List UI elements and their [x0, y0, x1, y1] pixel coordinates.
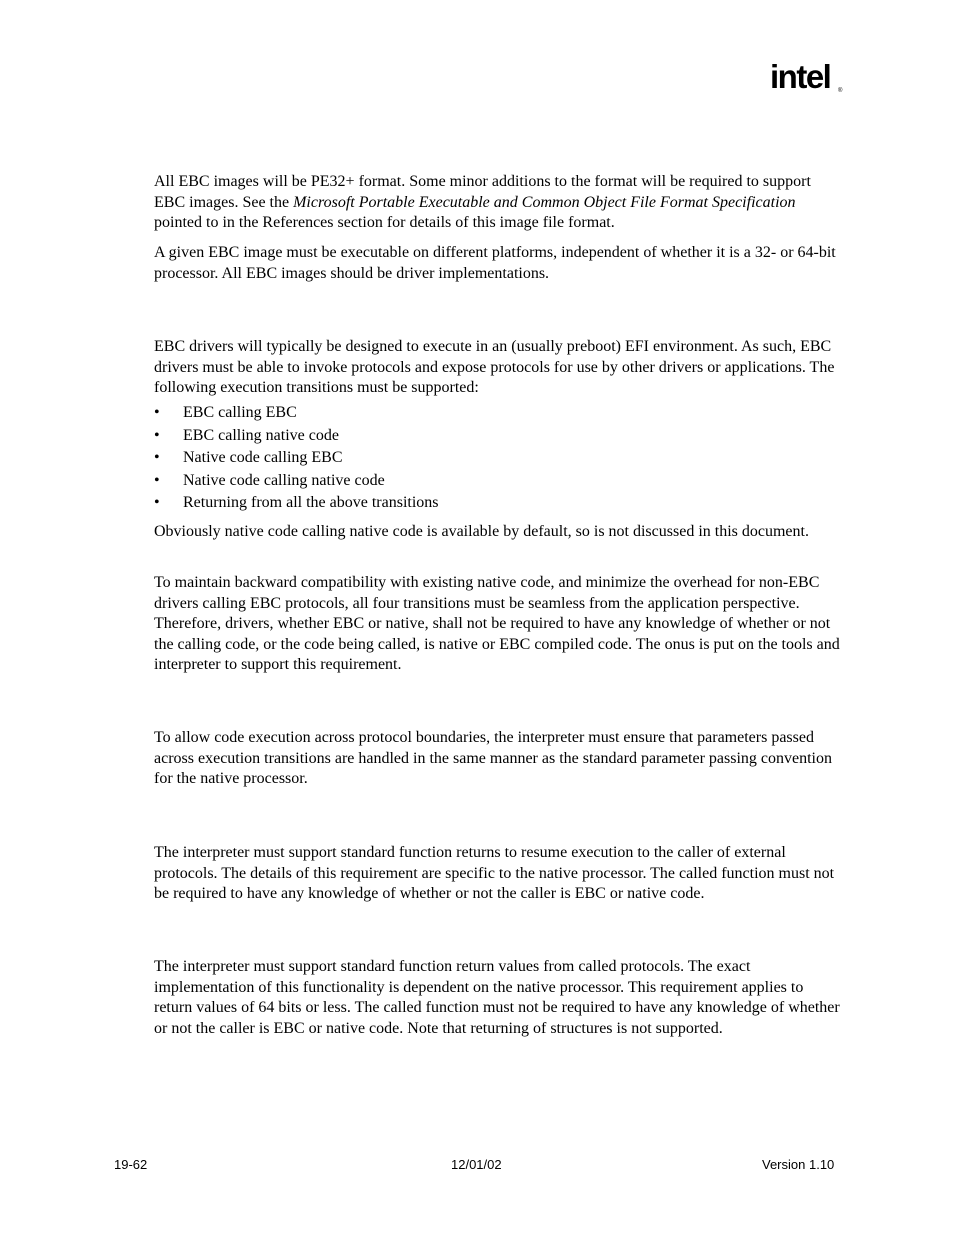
intel-logo-mark [768, 54, 848, 104]
footer-version: Version 1.10 [762, 1157, 835, 1172]
list-item-text: EBC calling native code [183, 426, 339, 444]
list-item-text: Native code calling native code [183, 471, 385, 489]
intel-logo [768, 54, 848, 104]
paragraph-execution-environment: EBC drivers will typically be designed to execute in an (usually preboot) EFI environment. As such, EBC drivers must be able to invoke protocols and expose protocols for use by other drivers or applications. The following execution transitions must be supported: [154, 338, 835, 396]
paragraph-text: pointed to in the References section for details of this image file format. [154, 214, 615, 231]
registered-mark: ® [838, 88, 843, 94]
list-item [154, 426, 439, 449]
bullet-marker: • [154, 404, 160, 421]
spec-title-italic: Microsoft Portable Executable and Common Object File Format Specification [293, 193, 796, 211]
list-item [154, 471, 439, 494]
list-item [154, 448, 439, 471]
transition-list [154, 403, 439, 516]
bullet-marker: • [154, 426, 160, 444]
list-item [154, 403, 439, 426]
paragraph-native-default: Obviously native code calling native code is available by default, so is not discussed in this document. [154, 523, 809, 540]
paragraph-return-values: The interpreter must support standard function return values from called protocols. The exact implementation of this functionality is dependent on the native processor. This requirement applies to return values of 64 bits or less. The called function must not be required to have any knowledge of whether or not the caller is EBC or native code. Note that returning of structures is not supported. [154, 958, 840, 1037]
list-item-text: Returning from all the above transitions [183, 494, 439, 511]
bullet-marker: • [154, 449, 160, 466]
paragraph-platform-independence: A given EBC image must be executable on different platforms, independent of whether it is a 32- or 64-bit processor. All EBC images should be driver implementations. [154, 244, 836, 282]
bullet-marker: • [154, 494, 160, 511]
intel-logo-text: intel [770, 58, 831, 95]
paragraph-parameter-passing: To allow code execution across protocol boundaries, the interpreter must ensure that parameters passed across execution transitions are handled in the same manner as the standard parameter passing convention for the native processor. [154, 729, 832, 787]
paragraph-pe32-format [154, 172, 844, 234]
list-item [154, 493, 439, 516]
paragraph-function-returns: The interpreter must support standard function returns to resume execution to the caller of external protocols. The details of this requirement are specific to the native processor. The called function must not be required to have any knowledge of whether or not the caller is EBC or native code. [154, 844, 835, 902]
footer-page-number: 19-62 [114, 1157, 148, 1172]
paragraph-text: All EBC images will be PE32+ format. Some minor additions to the format will be required to support EBC images. See the [154, 173, 811, 211]
bullet-marker: • [154, 471, 160, 489]
footer-date: 12/01/02 [451, 1157, 502, 1172]
paragraph-backward-compatibility: To maintain backward compatibility with existing native code, and minimize the overhead for non-EBC drivers calling EBC protocols, all four transitions must be seamless from the application perspective. Therefore, drivers, whether EBC or native, shall not be required to have any knowledge of whether or not the calling code, or the code being called, is native or EBC compiled code. The onus is put on the tools and interpreter to support this requirement. [154, 574, 840, 673]
list-item-text: Native code calling EBC [183, 449, 343, 466]
list-item-text: EBC calling EBC [183, 404, 297, 421]
